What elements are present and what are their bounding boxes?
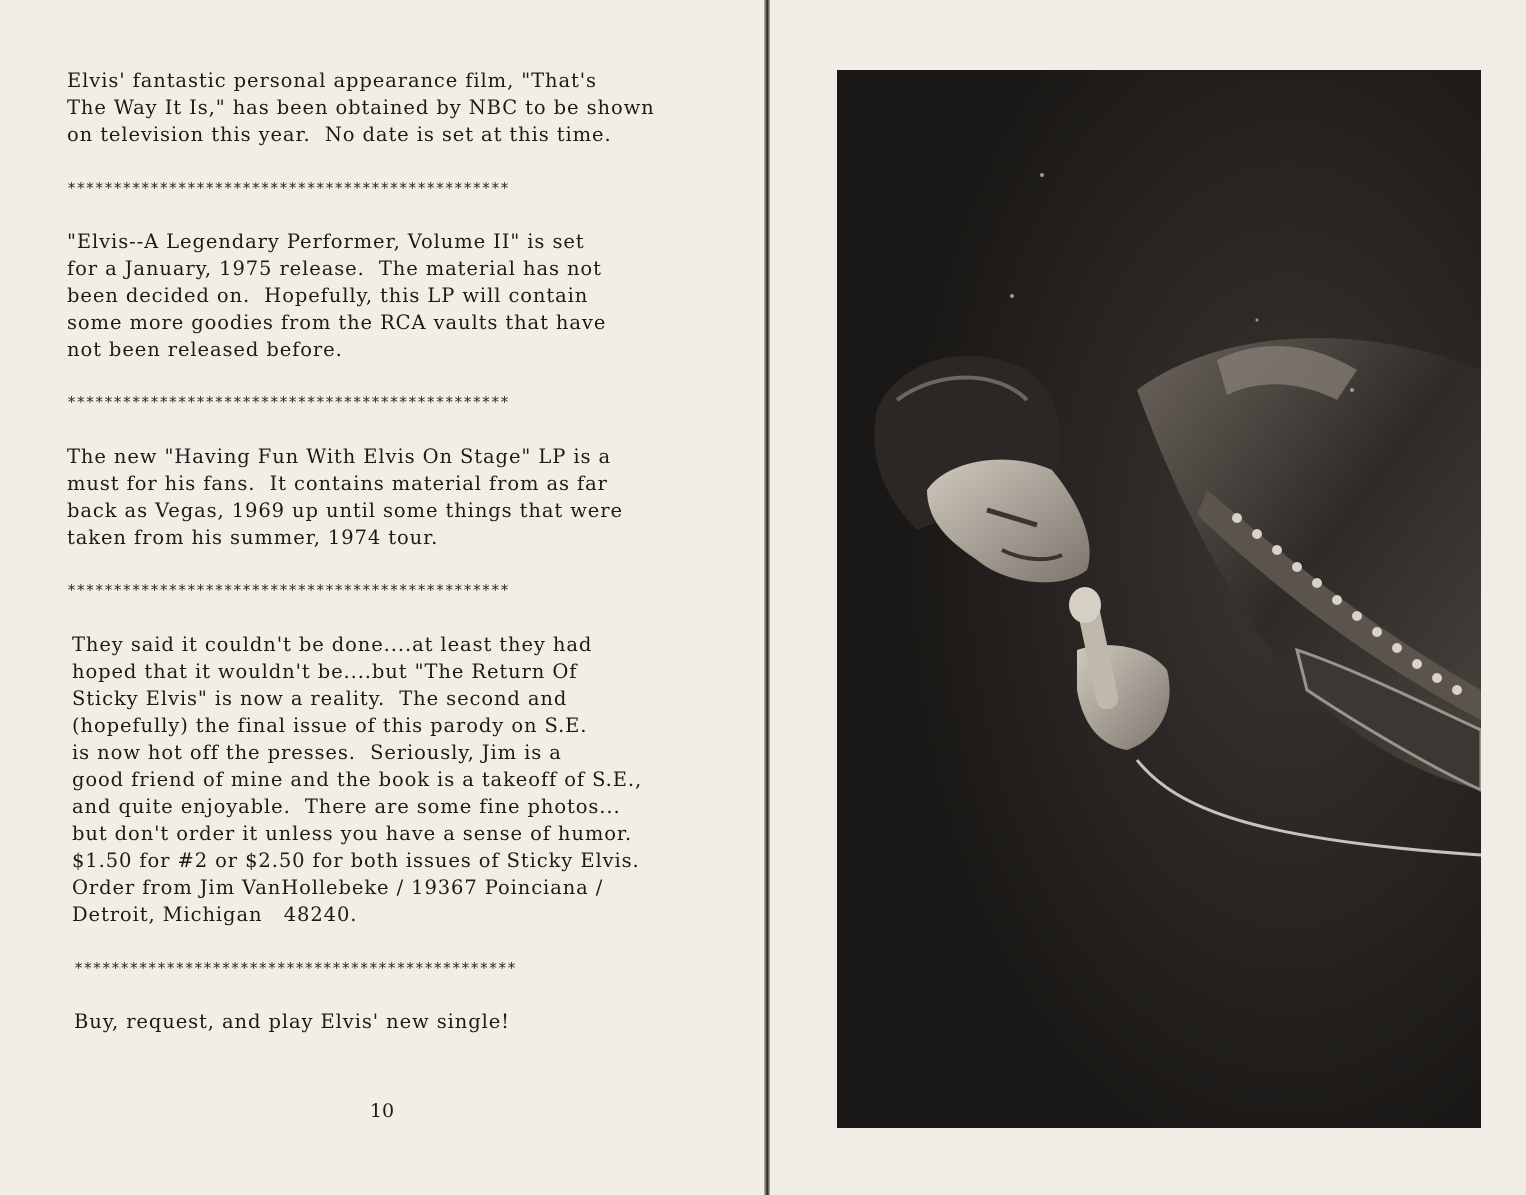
text-line: but don't order it unless you have a sense of humor.: [72, 822, 633, 845]
text-line: and quite enjoyable. There are some fine photos...: [72, 795, 621, 818]
text-line: Buy, request, and play Elvis' new single!: [74, 1010, 510, 1033]
text-line: (hopefully) the final issue of this parody on S.E.: [72, 714, 588, 737]
paragraph-new-single: [74, 1008, 734, 1035]
paragraph-sticky-elvis: [72, 631, 732, 928]
text-line: been decided on. Hopefully, this LP will contain: [67, 284, 589, 307]
text-line: Detroit, Michigan 48240.: [72, 903, 358, 926]
text-line: Order from Jim VanHollebeke / 19367 Poinciana /: [72, 876, 604, 899]
text-line: back as Vegas, 1969 up until some things that were: [67, 499, 623, 522]
text-line: Sticky Elvis" is now a reality. The second and: [72, 687, 568, 710]
text-line: not been released before.: [67, 338, 343, 361]
text-line: for a January, 1975 release. The material has not: [67, 257, 602, 280]
text-line: some more goodies from the RCA vaults that have: [67, 311, 607, 334]
separator-stars: ************************************************: [67, 393, 510, 411]
separator-stars: ************************************************: [74, 959, 517, 977]
paragraph-legendary-performer: [67, 228, 727, 363]
paragraph-film-announcement: [67, 67, 727, 148]
text-line: hoped that it wouldn't be....but "The Return Of: [72, 660, 578, 683]
text-line: "Elvis--A Legendary Performer, Volume II" is set: [67, 230, 585, 253]
text-line: Elvis' fantastic personal appearance film, "That's: [67, 69, 597, 92]
text-line: taken from his summer, 1974 tour.: [67, 526, 439, 549]
text-line: on television this year. No date is set at this time.: [67, 123, 612, 146]
page-number: 10: [369, 1100, 395, 1122]
elvis-performing-with-microphone-photo: [837, 70, 1481, 1128]
separator-stars: ************************************************: [67, 179, 510, 197]
paragraph-having-fun-lp: [67, 443, 727, 551]
text-line: $1.50 for #2 or $2.50 for both issues of Sticky Elvis.: [72, 849, 640, 872]
text-line: The new "Having Fun With Elvis On Stage" LP is a: [67, 445, 611, 468]
text-line: good friend of mine and the book is a takeoff of S.E.,: [72, 768, 643, 791]
text-line: They said it couldn't be done....at least they had: [72, 633, 593, 656]
text-line: The Way It Is," has been obtained by NBC to be shown: [67, 96, 655, 119]
separator-stars: ************************************************: [67, 581, 510, 599]
text-line: must for his fans. It contains material from as far: [67, 472, 608, 495]
text-line: is now hot off the presses. Seriously, Jim is a: [72, 741, 562, 764]
